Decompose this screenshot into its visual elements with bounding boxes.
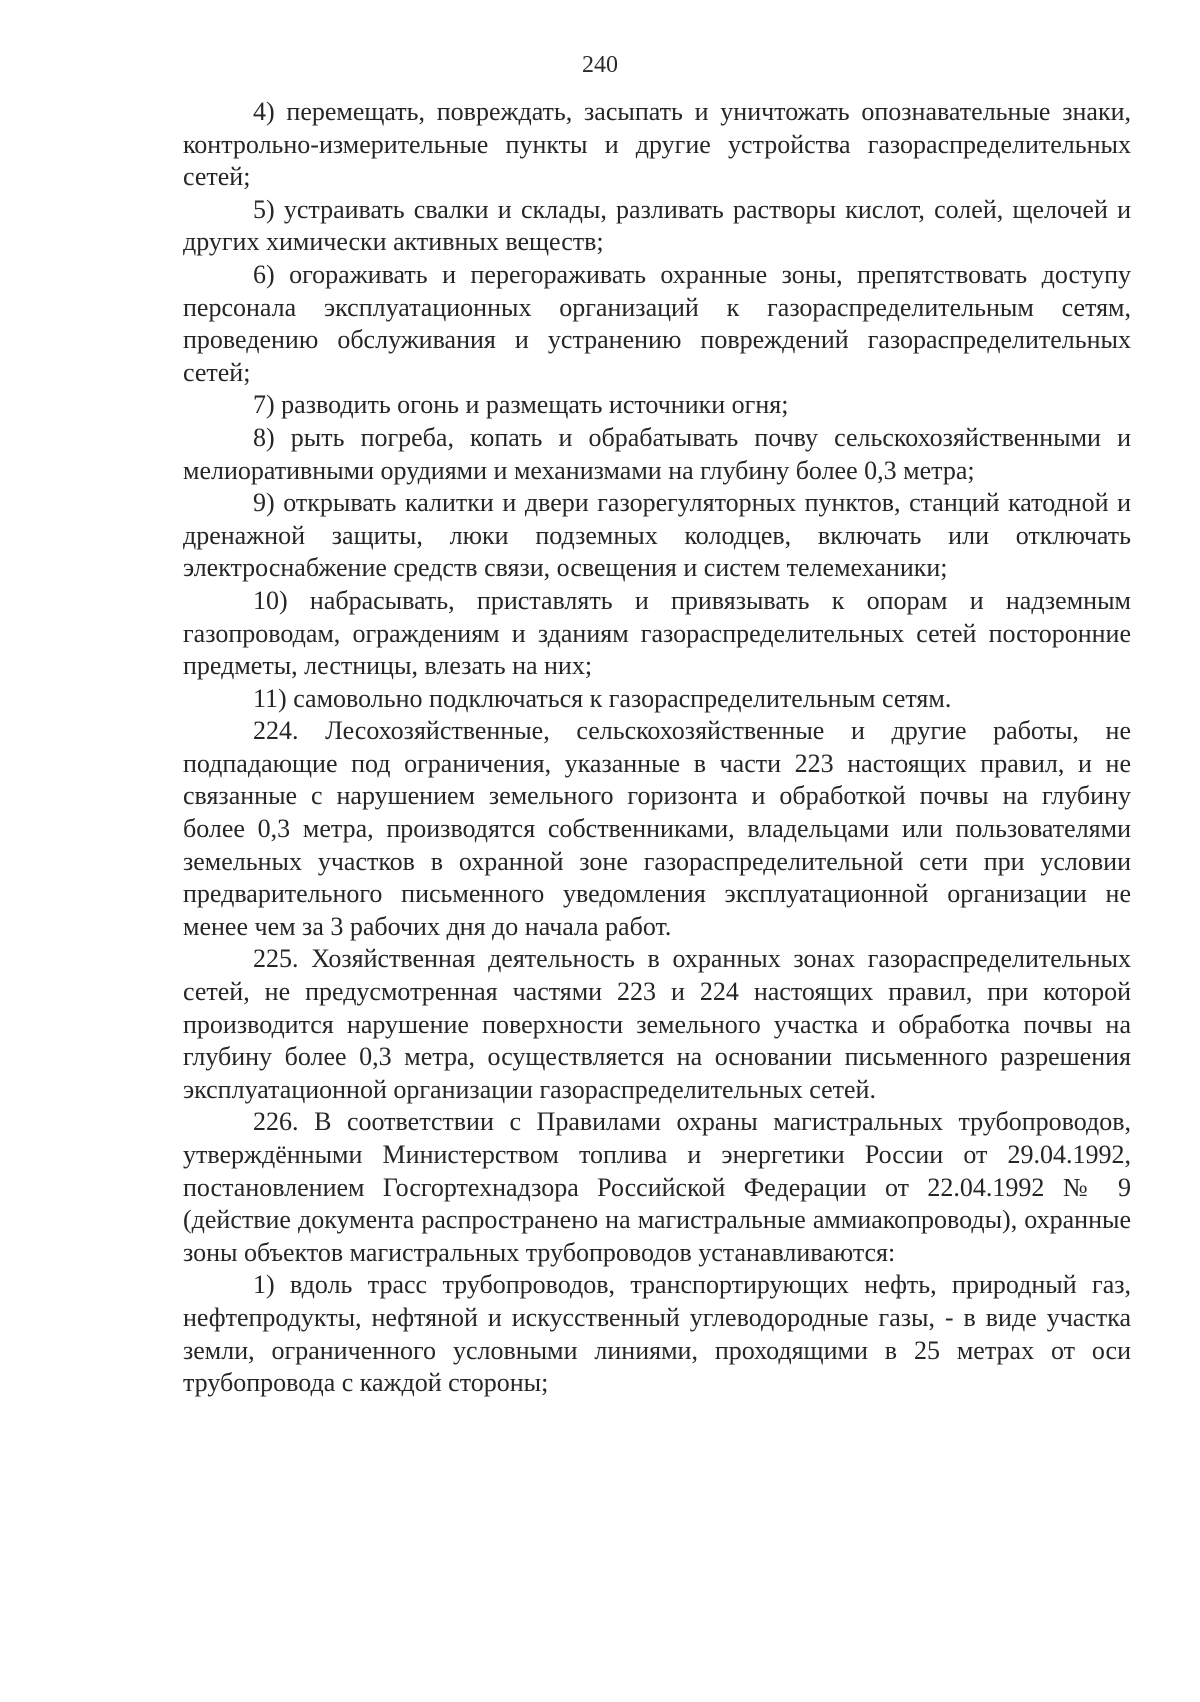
paragraph-item-7: 7) разводить огонь и размещать источники огня; (253, 390, 789, 420)
paragraph-item-11: 11) самовольно подключаться к газораспределительным сетям. (253, 683, 952, 713)
paragraph-clause-226: 226. В соответствии с Правилами охраны магистральных трубопроводов, утверждёнными Министерством топлива и энергетики России от 29.04.1992, постановлением Госгортехнадзора Российской Федерации от 22.04.1992 № 9 (действие документа распространено на магистральные аммиакопроводы), охранные зоны объектов магистральных трубопроводов устанавливаются: (183, 1107, 1131, 1267)
page-number: 240 (582, 52, 618, 78)
paragraph-item-8: 8) рыть погреба, копать и обрабатывать почву сельскохозяйственными и мелиоративными орудиями и механизмами на глубину более 0,3 метра; (183, 422, 1131, 485)
paragraph-item-4: 4) перемещать, повреждать, засыпать и уничтожать опознавательные знаки, контрольно-измерительные пункты и другие устройства газораспределительных сетей; (183, 97, 1131, 192)
document-body (183, 96, 1131, 1400)
paragraph-clause-224: 224. Лесохозяйственные, сельскохозяйственные и другие работы, не подпадающие под ограничения, указанные в части 223 настоящих правил, и не связанные с нарушением земельного горизонта и обработкой почвы на глубину более 0,3 метра, производятся собственниками, владельцами или пользователями земельных участков в охранной зоне газораспределительной сети при условии предварительного письменного уведомления эксплуатационной организации не менее чем за 3 рабочих дня до начала работ. (183, 716, 1131, 941)
paragraph-clause-225: 225. Хозяйственная деятельность в охранных зонах газораспределительных сетей, не предусмотренная частями 223 и 224 настоящих правил, при которой производится нарушение поверхности земельного участка и обработка почвы на глубину более 0,3 метра, осуществляется на основании письменного разрешения эксплуатационной организации газораспределительных сетей. (183, 944, 1131, 1104)
paragraph-item-9: 9) открывать калитки и двери газорегуляторных пунктов, станций катодной и дренажной защиты, люки подземных колодцев, включать или отключать электроснабжение средств связи, освещения и систем телемеханики; (183, 488, 1131, 583)
paragraph-item-1: 1) вдоль трасс трубопроводов, транспортирующих нефть, природный газ, нефтепродукты, нефтяной и искусственный углеводородные газы, - в виде участка земли, ограниченного условными линиями, проходящими в 25 метрах от оси трубопровода с каждой стороны; (183, 1270, 1131, 1398)
paragraph-item-6: 6) огораживать и перегораживать охранные зоны, препятствовать доступу персонала эксплуатационных организаций к газораспределительным сетям, проведению обслуживания и устранению повреждений газораспределительных сетей; (183, 259, 1131, 387)
paragraph-item-5: 5) устраивать свалки и склады, разливать растворы кислот, солей, щелочей и других химически активных веществ; (183, 194, 1131, 257)
paragraph-item-10: 10) набрасывать, приставлять и привязывать к опорам и надземным газопроводам, ограждениям и зданиям газораспределительных сетей посторонние предметы, лестницы, влезать на них; (183, 585, 1131, 681)
